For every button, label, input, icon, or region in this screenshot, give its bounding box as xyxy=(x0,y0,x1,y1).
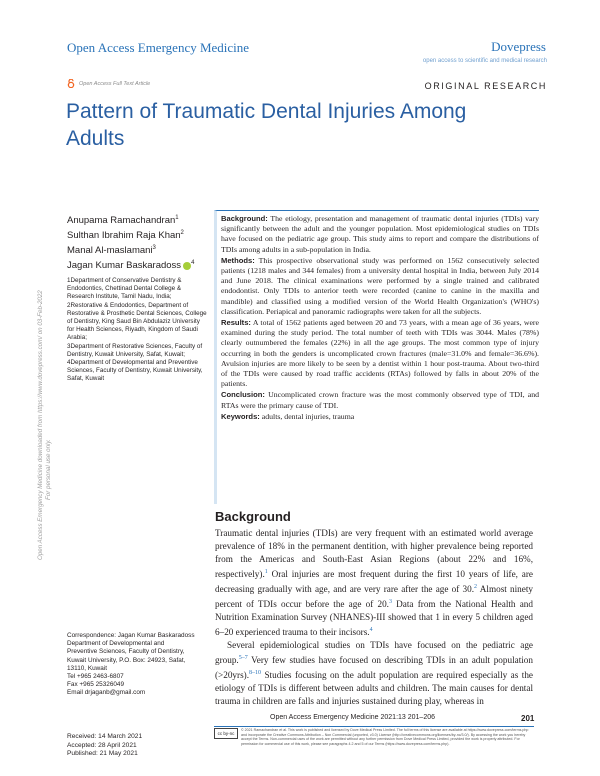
download-notice-line1: Open Access Emergency Medicine downloaded from https://www.dovepress.com/ on 03-Feb-2022 xyxy=(37,290,44,560)
creative-commons-icon[interactable]: cc by-nc xyxy=(214,728,238,739)
affiliation: 2Restorative & Endodontics, Department of Restorative & Prosthetic Dental Sciences, College of Dentistry, King Saud Bin Abdulaziz University for Health Sciences, Riyadh, Kingdom of Saudi Arabia; xyxy=(67,301,207,342)
paragraph: Several epidemiological studies on TDIs have focused on the pediatric age group.$^{5-7}$ Very few studies have focused on describing TDIs in an adult population (>20yrs).$^{8-10}$ Studies focusing on the adult population are required especially as the etiology of TDIs is different between adults and children. The main causes for dental trauma in children are falls and injuries sustained during play, whereas in xyxy=(215,640,533,707)
correspondence-line: Fax +965 25326049 xyxy=(67,681,125,689)
section-heading-background: Background xyxy=(215,509,291,524)
abstract-box xyxy=(214,210,539,504)
footer-citation: Open Access Emergency Medicine 2021:13 201–206 xyxy=(270,714,435,721)
received-date: Received: 14 March 2021 xyxy=(67,733,143,740)
download-notice-line2: For personal use only. xyxy=(45,439,52,500)
publisher-logo: Dovepress xyxy=(491,39,546,54)
citation-link[interactable]: 5–7 xyxy=(238,655,248,662)
download-notice-sidebar xyxy=(30,150,52,560)
abstract-conclusion: Conclusion: Uncomplicated crown fracture was the most commonly observed type of TDI, and RTAs were the primary cause of TDI. xyxy=(221,390,540,410)
author: Jagan Kumar Baskaradoss $^4$ xyxy=(67,260,195,272)
affiliation: 1Department of Conservative Dentistry & Endodontics, Chettinad Dental College & Research Institute, Tamil Nadu, India; xyxy=(67,277,182,301)
author: Manal Al-maslamani$^3$ xyxy=(67,245,156,257)
license-block xyxy=(214,728,534,746)
correspondence-line: Correspondence: Jagan Kumar Baskaradoss xyxy=(67,632,195,639)
correspondence-line: 13110, Kuwait xyxy=(67,664,108,672)
author: Anupama Ramachandran$^1$ xyxy=(67,215,179,227)
correspondence-line: Department of Developmental and xyxy=(67,640,165,648)
footer-divider xyxy=(214,726,534,727)
correspondence-block xyxy=(67,632,207,698)
correspondence-line: Kuwait University, P.O. Box: 24923, Safat, xyxy=(67,656,186,664)
paragraph: Traumatic dental injuries (TDIs) are very frequent with an estimated world average prevalence of 18% in the permanent dentition, with higher prevalence being reported from the Americas and South-East Asian Regions (about 22% and 16%, respectively).$^1$ Oral injuries are most frequent during the first 10 years of life, are decreasing gradually with age, and are very rare after the age of 30.$^2$ Almost ninety percent of TDIs occur before the age of 20.$^3$ Data from the National Health and Nutrition Examination Survey (NHANES)-III showed that 1 in every 5 children aged 6–20 experienced trauma to their incisors.$^4$ xyxy=(215,528,534,638)
orcid-icon[interactable] xyxy=(183,262,191,270)
license-text: © 2021 Ramachandran et al. This work is published and licensed by Dove Medical Press Limited. The full terms of this license are available at https://www.dovepress.com/terms.php and incorporate the Creative Commons Attribution – Non Commercial (unported, v3.0) License (http://creativecommons.org/licenses/by-nc/3.0/). By accessing the work you hereby accept the Terms. Non-commercial uses of the work are permitted without any further permission from Dove Medical Press Limited, provided the work is properly attributed. For permission for commercial use of this work, please see paragraphs 4.2 and 5 of our Terms (https://www.dovepress.com/terms.php). xyxy=(241,728,529,746)
published-date: Published: 21 May 2021 xyxy=(67,750,138,758)
accepted-date: Accepted: 28 April 2021 xyxy=(67,741,137,749)
author-list xyxy=(67,212,194,273)
publication-dates xyxy=(67,733,142,759)
publisher-tagline: open access to scientific and medical research xyxy=(422,58,547,64)
citation-link[interactable]: 1 xyxy=(264,569,268,575)
page-number: 201 xyxy=(521,714,535,723)
correspondence-line: Tel +965 2463-6807 xyxy=(67,673,124,681)
author: Sulthan Ibrahim Raja Khan$^2$ xyxy=(67,230,184,242)
abstract-results: Results: A total of 1562 patients aged between 20 and 73 years, with a mean age of 36 years, were examined during the study period. The total number of teeth with TDIs was 3044. Males (78%) clearly outnumbered the females (22%) in all the age groups. The most common type of injury occurring in both the genders is uncomplicated crown fractures (male=31.0% and female=36.6%). Avulsion injuries are more likely to be seen by a dentist within 1 hour post-trauma. About two-third of the TDIs were caused by road traffic accidents (RTAs) followed by falls in about 20% of the patients. xyxy=(221,318,539,389)
citation-link[interactable]: 2 xyxy=(474,584,478,591)
open-access-label: Open Access Full Text Article xyxy=(79,80,151,87)
open-access-icon xyxy=(67,79,75,88)
open-access-badge xyxy=(67,79,150,88)
citation-link[interactable]: 3 xyxy=(388,599,392,606)
citation-link[interactable]: 4 xyxy=(369,627,373,634)
article-title: Pattern of Traumatic Dental Injuries Among Adults xyxy=(66,100,467,150)
affiliation: 3Department of Restorative Sciences, Faculty of Dentistry, Kuwait University, Safat, Kuwait; 4Department of Developmental and Preventive Sciences, Faculty of Dentistry, Kuwait University, Safat, Kuwait xyxy=(67,342,203,383)
abstract-keywords: Keywords: adults, dental injuries, trauma xyxy=(221,411,355,421)
article-type: ORIGINAL RESEARCH xyxy=(424,81,547,91)
body-text xyxy=(215,527,533,708)
journal-name: Open Access Emergency Medicine xyxy=(67,40,250,55)
correspondence-email[interactable]: Email drjaganb@gmail.com xyxy=(67,689,146,697)
affiliations xyxy=(67,277,207,384)
citation-link[interactable]: 8–10 xyxy=(249,670,262,677)
correspondence-line: Preventive Sciences, Faculty of Dentistry, xyxy=(67,648,185,656)
abstract-background: Background: The etiology, presentation and management of traumatic dental injuries (TDIs) vary significantly between the adult and the younger population. Most epidemiological studies on TDIs have focused on the pediatric age group. This study aims to report and compare the distributions of TDIs among adults in a sub-population in India. xyxy=(221,214,539,254)
abstract-methods: Methods: This prospective observational study was performed on 1562 consecutively selected patients (1218 males and 344 females) from a university dental hospital in India, between July 2014 and June 2018. The clinical examinations were performed by a single trained and calibrated endodontist. Only TDIs to anterior teeth were recorded (canine to canine in the maxilla and mandible) and classified using a modified version of the World Health Organization's (WHO's) classification. Periapical and panoramic radiographs were taken for all the subjects. xyxy=(221,255,539,316)
